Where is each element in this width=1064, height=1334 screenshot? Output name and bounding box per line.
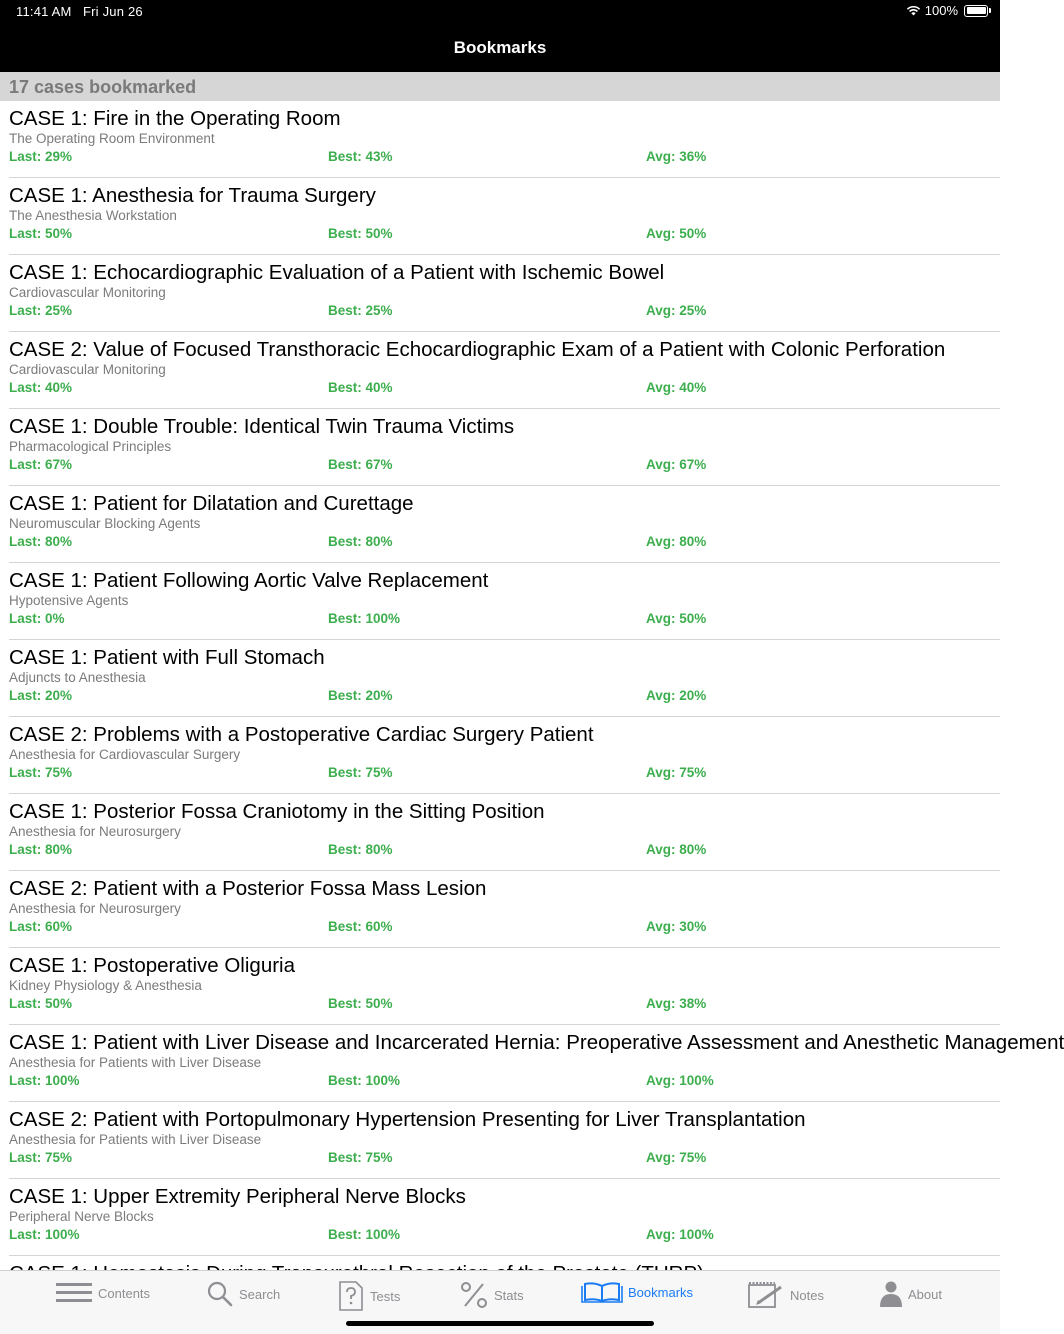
- list-item[interactable]: [9, 178, 1000, 255]
- case-title: CASE 2: Patient with Portopulmonary Hypertension Presenting for Liver Transplantation: [9, 1108, 806, 1131]
- date: Fri Jun 26: [83, 4, 143, 19]
- list-item[interactable]: [9, 563, 1000, 640]
- score-last: Last: 0%: [9, 611, 65, 626]
- tab-label: Notes: [790, 1287, 824, 1303]
- case-title: CASE 1: Double Trouble: Identical Twin Trauma Victims: [9, 415, 515, 438]
- score-last: Last: 60%: [9, 919, 73, 934]
- list-item[interactable]: [9, 717, 1000, 794]
- percent-icon: [460, 1281, 488, 1309]
- tab-notes[interactable]: [748, 1281, 824, 1309]
- list-item[interactable]: [9, 1102, 1000, 1179]
- tab-stats[interactable]: [460, 1281, 524, 1309]
- score-best: Best: 60%: [328, 919, 393, 934]
- list-item[interactable]: [9, 409, 1000, 486]
- score-last: Last: 75%: [9, 1150, 73, 1165]
- case-chapter: Anesthesia for Cardiovascular Surgery: [9, 747, 241, 762]
- case-title: CASE 1: Patient for Dilatation and Curettage: [9, 492, 414, 515]
- case-chapter: Neuromuscular Blocking Agents: [9, 516, 201, 531]
- wifi-icon: [906, 5, 921, 16]
- list-item[interactable]: [9, 1025, 1064, 1102]
- case-title: CASE 1: Upper Extremity Peripheral Nerve Blocks: [9, 1185, 466, 1208]
- score-avg: Avg: 80%: [646, 842, 707, 857]
- case-chapter: Anesthesia for Patients with Liver Disease: [9, 1055, 262, 1070]
- status-bar-time: [16, 4, 143, 19]
- case-chapter: Pharmacological Principles: [9, 439, 172, 454]
- case-title: CASE 1: Patient Following Aortic Valve Replacement: [9, 569, 489, 592]
- case-title: CASE 2: Value of Focused Transthoracic Echocardiographic Exam of a Patient with Colonic Perforation: [9, 338, 946, 361]
- case-chapter: Cardiovascular Monitoring: [9, 362, 166, 377]
- case-chapter: Cardiovascular Monitoring: [9, 285, 166, 300]
- case-title: CASE 2: Patient with a Posterior Fossa Mass Lesion: [9, 877, 487, 900]
- list-item[interactable]: [9, 101, 1000, 178]
- question-doc-icon: [338, 1281, 364, 1311]
- list-item[interactable]: [9, 871, 1000, 948]
- score-best: Best: 20%: [328, 688, 393, 703]
- score-avg: Avg: 100%: [646, 1227, 714, 1242]
- list-item[interactable]: [9, 794, 1000, 871]
- case-title: CASE 1: Echocardiographic Evaluation of a Patient with Ischemic Bowel: [9, 261, 665, 284]
- score-best: Best: 80%: [328, 534, 393, 549]
- case-chapter: Kidney Physiology & Anesthesia: [9, 978, 202, 993]
- list-item[interactable]: [9, 640, 1000, 717]
- list-item[interactable]: [9, 255, 1000, 332]
- score-best: Best: 40%: [328, 380, 393, 395]
- score-best: Best: 75%: [328, 1150, 393, 1165]
- open-book-icon: [582, 1281, 622, 1303]
- score-avg: Avg: 30%: [646, 919, 707, 934]
- tab-label: About: [908, 1286, 942, 1302]
- score-best: Best: 25%: [328, 303, 393, 318]
- notepad-pencil-icon: [748, 1281, 784, 1309]
- battery-percent: 100%: [924, 3, 958, 18]
- case-title: CASE 1: Patient with Liver Disease and Incarcerated Hernia: Preoperative Assessment and Anesthetic Management: [9, 1031, 1064, 1054]
- tab-label: Search: [239, 1286, 281, 1302]
- tab-contents[interactable]: [56, 1281, 150, 1305]
- case-chapter: The Anesthesia Workstation: [9, 208, 177, 223]
- tab-label: Bookmarks: [628, 1284, 694, 1300]
- score-avg: Avg: 75%: [646, 765, 707, 780]
- score-last: Last: 100%: [9, 1073, 80, 1088]
- home-indicator[interactable]: [346, 1321, 654, 1326]
- score-avg: Avg: 75%: [646, 1150, 707, 1165]
- score-avg: Avg: 80%: [646, 534, 707, 549]
- tab-label: Stats: [494, 1287, 524, 1303]
- score-best: Best: 67%: [328, 457, 393, 472]
- case-title: CASE 1: Postoperative Oliguria: [9, 954, 295, 977]
- score-last: Last: 67%: [9, 457, 73, 472]
- score-avg: Avg: 38%: [646, 996, 707, 1011]
- case-chapter: Anesthesia for Neurosurgery: [9, 824, 181, 839]
- tab-bookmarks[interactable]: [582, 1281, 693, 1303]
- list-item[interactable]: [9, 948, 1000, 1025]
- score-last: Last: 25%: [9, 303, 73, 318]
- score-best: Best: 50%: [328, 226, 393, 241]
- score-avg: Avg: 50%: [646, 611, 707, 626]
- battery-icon: [964, 5, 988, 17]
- case-title: CASE 1: Fire in the Operating Room: [9, 107, 341, 130]
- tab-search[interactable]: [207, 1281, 280, 1307]
- tab-tests[interactable]: [338, 1281, 400, 1311]
- case-chapter: Anesthesia for Patients with Liver Disease: [9, 1132, 262, 1147]
- score-last: Last: 80%: [9, 534, 73, 549]
- score-last: Last: 100%: [9, 1227, 80, 1242]
- bookmark-list[interactable]: [0, 101, 1064, 1270]
- score-avg: Avg: 67%: [646, 457, 707, 472]
- score-last: Last: 20%: [9, 688, 73, 703]
- score-last: Last: 75%: [9, 765, 73, 780]
- tab-about[interactable]: [880, 1281, 942, 1307]
- magnifier-icon: [207, 1281, 233, 1307]
- score-avg: Avg: 40%: [646, 380, 707, 395]
- score-best: Best: 50%: [328, 996, 393, 1011]
- score-avg: Avg: 20%: [646, 688, 707, 703]
- score-avg: Avg: 36%: [646, 149, 707, 164]
- case-title: CASE 1: Patient with Full Stomach: [9, 646, 325, 669]
- case-chapter: Peripheral Nerve Blocks: [9, 1209, 154, 1224]
- person-icon: [880, 1281, 902, 1307]
- case-chapter: Anesthesia for Neurosurgery: [9, 901, 181, 916]
- tab-label: Contents: [98, 1285, 151, 1301]
- score-best: Best: 100%: [328, 1073, 401, 1088]
- score-last: Last: 80%: [9, 842, 73, 857]
- case-title: CASE 1: Anesthesia for Trauma Surgery: [9, 184, 376, 207]
- score-last: Last: 50%: [9, 996, 73, 1011]
- list-icon: [56, 1281, 92, 1305]
- case-title: CASE 2: Problems with a Postoperative Cardiac Surgery Patient: [9, 723, 594, 746]
- score-best: Best: 100%: [328, 611, 401, 626]
- case-chapter: Adjuncts to Anesthesia: [9, 670, 146, 685]
- score-best: Best: 75%: [328, 765, 393, 780]
- list-item[interactable]: [9, 1179, 1000, 1256]
- score-best: Best: 80%: [328, 842, 393, 857]
- clock: 11:41 AM: [16, 4, 72, 19]
- list-item[interactable]: [9, 486, 1000, 563]
- status-bar-right: [906, 3, 988, 18]
- bookmark-count-header: 17 cases bookmarked: [0, 72, 1000, 101]
- score-avg: Avg: 100%: [646, 1073, 714, 1088]
- navigation-bar: [0, 0, 1000, 72]
- case-title: CASE 1: Posterior Fossa Craniotomy in the Sitting Position: [9, 800, 545, 823]
- score-last: Last: 50%: [9, 226, 73, 241]
- score-best: Best: 100%: [328, 1227, 401, 1242]
- tab-label: Tests: [370, 1288, 401, 1304]
- score-avg: Avg: 25%: [646, 303, 707, 318]
- score-last: Last: 29%: [9, 149, 73, 164]
- score-last: Last: 40%: [9, 380, 73, 395]
- case-chapter: Hypotensive Agents: [9, 593, 129, 608]
- score-avg: Avg: 50%: [646, 226, 707, 241]
- case-chapter: The Operating Room Environment: [9, 131, 215, 146]
- list-item[interactable]: [9, 332, 1000, 409]
- score-best: Best: 43%: [328, 149, 393, 164]
- page-title: Bookmarks: [453, 38, 547, 57]
